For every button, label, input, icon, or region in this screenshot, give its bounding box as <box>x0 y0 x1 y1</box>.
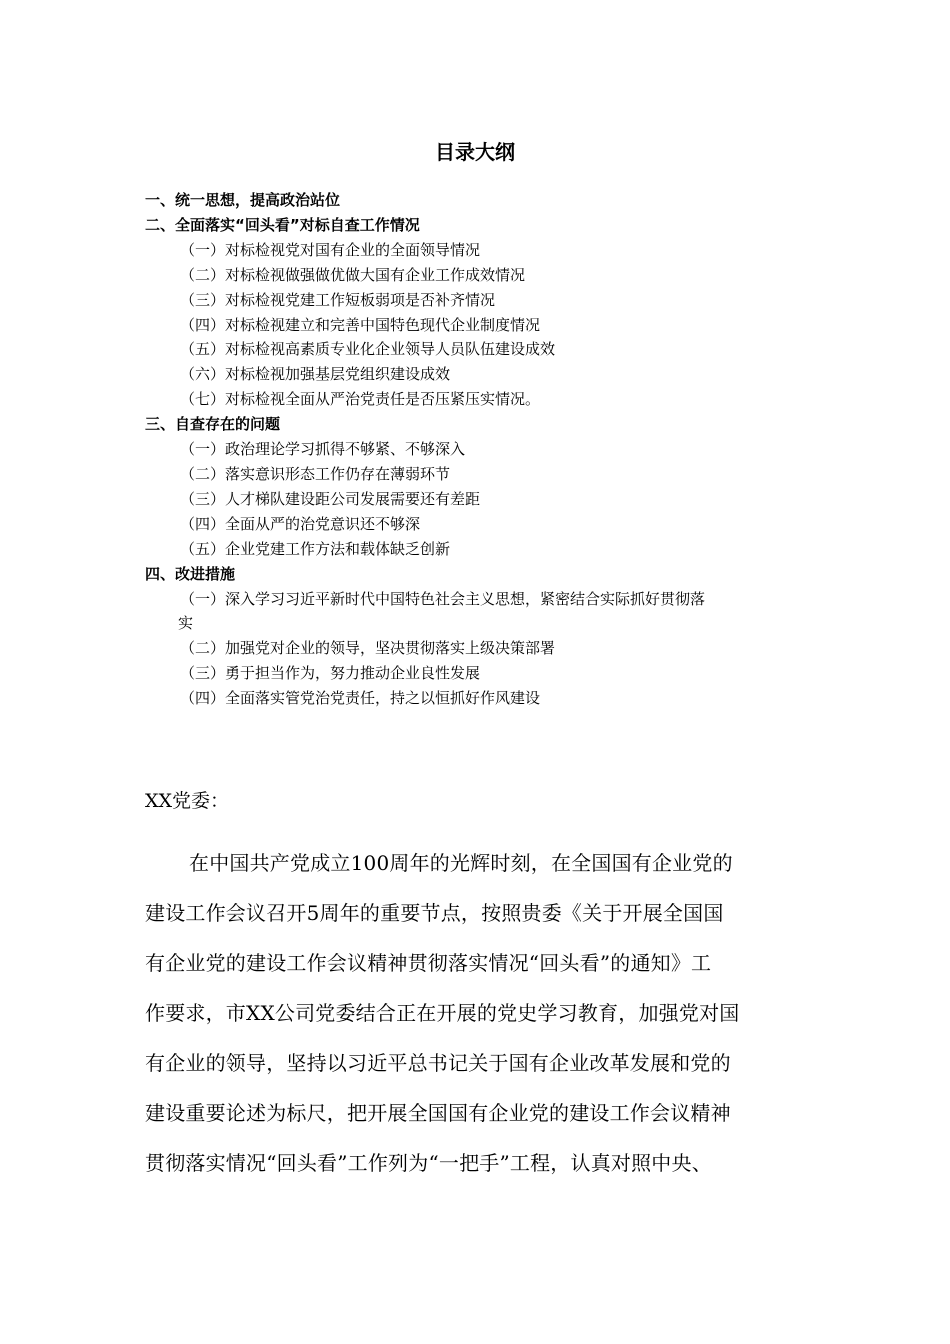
toc-subitem: （四）对标检视建立和完善中国特色现代企业制度情况 <box>180 315 541 334</box>
toc-subitem: （三）对标检视党建工作短板弱项是否补齐情况 <box>180 290 496 309</box>
salutation: XX党委： <box>145 790 230 812</box>
paragraph-line: 有企业党的建设工作会议精神贯彻落实情况“回头看”的通知》工 <box>145 951 712 975</box>
toc-subitem: （二）落实意识形态工作仍存在薄弱环节 <box>180 464 451 483</box>
toc-subitem: （五）企业党建工作方法和载体缺乏创新 <box>180 539 451 558</box>
table-of-contents <box>145 188 825 711</box>
toc-subitem: （二）对标检视做强做优做大国有企业工作成效情况 <box>180 265 526 284</box>
toc-subitem: （七）对标检视全面从严治党责任是否压紧压实情况。 <box>180 390 541 409</box>
toc-subitem: （三）勇于担当作为，努力推动企业良性发展 <box>180 664 481 683</box>
toc-subitem: （二）加强党对企业的领导，坚决贯彻落实上级决策部署 <box>180 639 556 658</box>
toc-subitem: （一）政治理论学习抓得不够紧、不够深入 <box>180 440 466 459</box>
toc-subitem: （三）人才梯队建设距公司发展需要还有差距 <box>180 489 481 508</box>
paragraph-line: 在中国共产党成立100周年的光辉时刻，在全国国有企业党的 <box>189 851 733 875</box>
toc-subitem: （五）对标检视高素质专业化企业领导人员队伍建设成效 <box>180 340 556 359</box>
toc-subitem: （一）对标检视党对国有企业的全面领导情况 <box>180 240 481 259</box>
toc-subitem: （四）全面从严的治党意识还不够深 <box>180 514 421 533</box>
toc-subitem: （六）对标检视加强基层党组织建设成效 <box>180 365 451 384</box>
toc-heading: 一、统一思想，提高政治站位 <box>145 191 341 209</box>
toc-subitem: （一）深入学习习近平新时代中国特色社会主义思想，紧密结合实际抓好贯彻落 <box>180 589 706 608</box>
paragraph-line: 作要求，市XX公司党委结合正在开展的党史学习教育，加强党对国 <box>145 1001 740 1025</box>
paragraph-line: 贯彻落实情况“回头看”工作列为“一把手”工程，认真对照中央、 <box>145 1151 712 1175</box>
toc-heading: 二、全面落实“回头看”对标自查工作情况 <box>145 215 420 234</box>
toc-heading: 三、自查存在的问题 <box>145 415 281 434</box>
paragraph-line: 建设工作会议召开5周年的重要节点，按照贵委《关于开展全国国 <box>145 901 724 925</box>
document-title: 目录大纲 <box>435 140 515 164</box>
paragraph-line: 建设重要论述为标尺，把开展全国国有企业党的建设工作会议精神 <box>145 1101 731 1125</box>
toc-subitem-continuation: 实 <box>178 614 194 633</box>
toc-heading: 四、改进措施 <box>145 564 236 583</box>
body-paragraph <box>145 838 825 1188</box>
toc-subitem: （四）全面落实管党治党责任，持之以恒抓好作风建设 <box>180 689 541 708</box>
paragraph-line: 有企业的领导，坚持以习近平总书记关于国有企业改革发展和党的 <box>145 1051 731 1075</box>
